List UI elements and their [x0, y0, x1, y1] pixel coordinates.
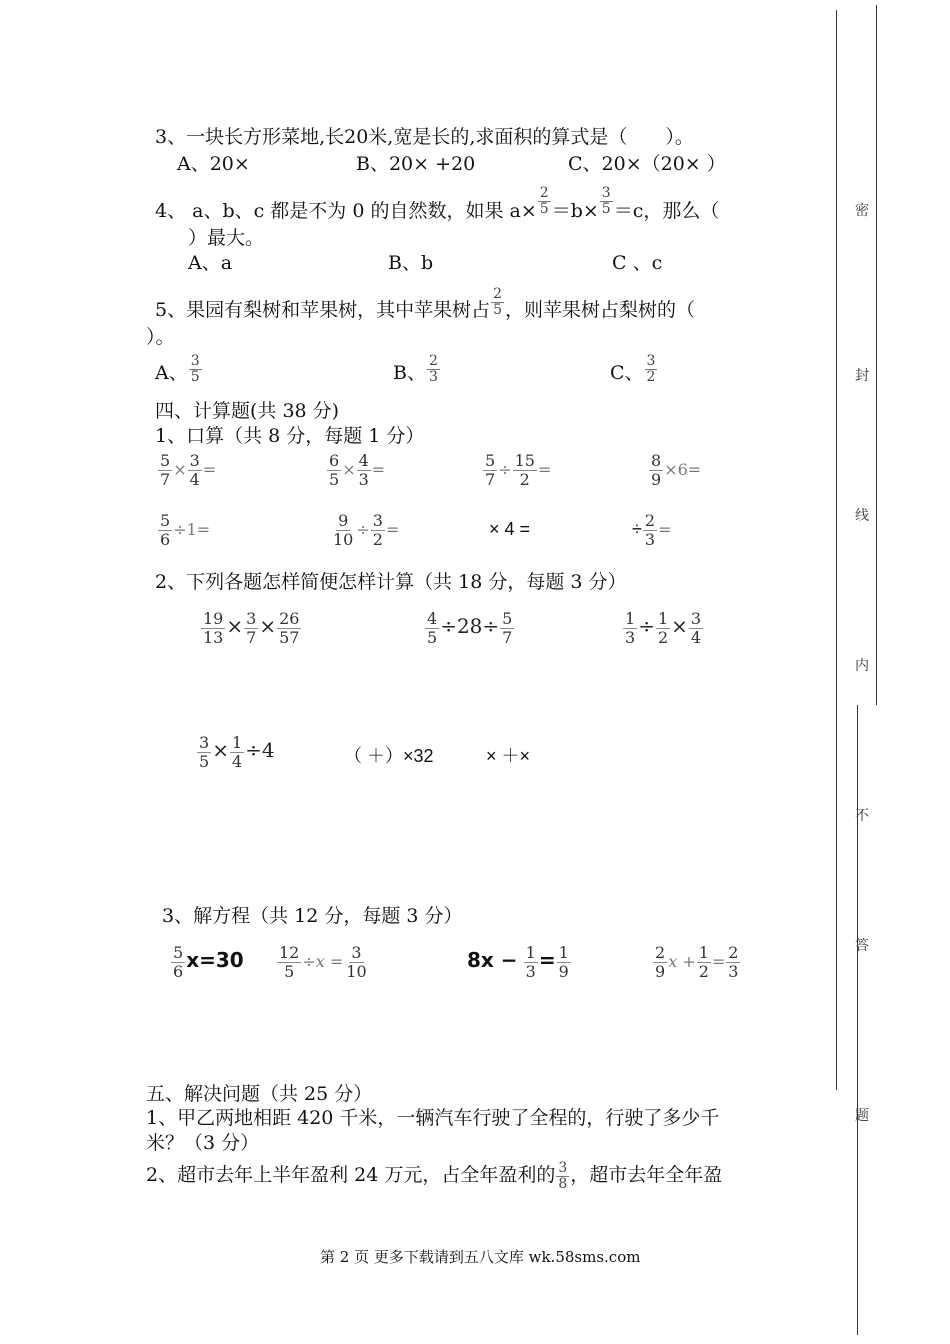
q5-option-b-fraction — [427, 354, 440, 385]
oral-2-frac-b — [357, 452, 371, 489]
q5-option-a — [155, 350, 203, 396]
eq3-den-b: 9 — [558, 962, 569, 981]
q5-option-a-fraction — [189, 354, 202, 385]
oral-2-den-a: 5 — [329, 470, 340, 489]
q5-option-b — [393, 350, 441, 396]
oral-2-frac-a — [327, 452, 341, 489]
eq4-frac-b — [697, 944, 711, 981]
oral-4-tail: ×6= — [664, 460, 702, 479]
q4-option-a: A、a — [188, 252, 233, 274]
s1-num-c: 26 — [279, 609, 300, 628]
oral-8-den: 3 — [644, 530, 656, 549]
binding-line-left — [836, 10, 837, 1090]
oral-item-2 — [326, 452, 385, 489]
oral-item-4 — [648, 452, 701, 489]
s1-den-c: 57 — [279, 628, 300, 647]
q5-b-den: 3 — [428, 369, 438, 385]
oral-2-op: × — [342, 460, 356, 479]
q4-text-2: ＝b× — [551, 200, 599, 222]
s2-num-b: 5 — [502, 609, 513, 628]
s1-num-b: 3 — [246, 609, 257, 628]
oral-item-5 — [157, 512, 210, 549]
equation-4 — [652, 944, 741, 981]
s4-frac-b — [230, 734, 244, 771]
oral-8-lead: ÷ — [632, 519, 642, 539]
binding-line-right-lower — [857, 705, 858, 1335]
problem-2-den: 8 — [558, 1175, 568, 1192]
q3-option-b: B、20× +20 — [356, 153, 476, 175]
problem-2-num: 3 — [558, 1159, 568, 1176]
oral-3-num-a: 5 — [485, 451, 496, 470]
q5-stem — [155, 278, 695, 342]
simplify-expr-6: × ＋× — [486, 746, 531, 766]
oral-6-eq: = — [385, 520, 400, 539]
s1-op1: × — [226, 614, 244, 638]
section4-title: 四、计算题(共 38 分) — [155, 400, 340, 422]
eq4-num-a: 2 — [655, 943, 666, 962]
equation-1 — [170, 944, 244, 981]
s4-tail: ÷4 — [245, 738, 275, 762]
oral-5-den: 6 — [160, 530, 171, 549]
eq2-den-b: 10 — [346, 962, 367, 981]
q5-den: 5 — [493, 302, 503, 318]
eq3-frac-a — [524, 944, 538, 981]
problem-1-line1: 1、甲乙两地相距 420 千米，一辆汽车行驶了全程的，行驶了多少千 — [146, 1107, 720, 1129]
q5-c-den: 2 — [646, 369, 656, 385]
oral-item-1 — [157, 452, 216, 489]
q4-text-3: ＝c，那么（ — [613, 200, 720, 222]
q5-fraction — [491, 287, 504, 318]
eq2-mid: ÷x = — [302, 952, 344, 971]
eq1-den: 6 — [173, 962, 184, 981]
eq3-den-a: 3 — [525, 962, 536, 981]
q4-fraction-1 — [538, 186, 551, 217]
section5-title: 五、解决问题（共 25 分） — [146, 1083, 373, 1105]
s1-den-a: 13 — [203, 628, 224, 647]
oral-3-den-a: 7 — [485, 470, 496, 489]
s2-den-a: 5 — [427, 628, 438, 647]
problem-2-text-a: 2、超市去年上半年盈利 24 万元，占全年盈利的 — [146, 1164, 556, 1186]
oral-2-num-b: 4 — [358, 451, 369, 470]
s1-frac-b — [244, 610, 258, 647]
eq3-frac-b — [557, 944, 571, 981]
q5-option-b-label: B、 — [393, 362, 426, 384]
eq3-lead: 8x − — [467, 948, 518, 972]
s2-den-b: 7 — [502, 628, 513, 647]
oral-5-frac — [158, 512, 172, 549]
seal-char-5: 不 — [855, 808, 869, 824]
s3-frac-c — [689, 610, 703, 647]
eq4-num-c: 2 — [728, 943, 739, 962]
equations-title: 3、解方程（共 12 分，每题 3 分） — [162, 905, 463, 927]
s1-op2: × — [259, 614, 277, 638]
oral-3-num-b: 15 — [514, 451, 535, 470]
oral-title: 1、口算（共 8 分，每题 1 分） — [155, 425, 425, 447]
eq2-num-b: 3 — [351, 943, 362, 962]
q5-option-a-label: A、 — [155, 362, 188, 384]
oral-6-num-a: 9 — [338, 511, 349, 530]
simplify-title: 2、下列各题怎样简便怎样计算（共 18 分，每题 3 分） — [155, 571, 627, 593]
q4-option-b: B、b — [388, 252, 434, 274]
s4-op1: × — [212, 738, 229, 762]
q5-c-num: 3 — [646, 353, 656, 369]
s3-op2: × — [671, 614, 688, 638]
s2-frac-a — [425, 610, 439, 647]
simplify-expr-3 — [622, 610, 704, 647]
eq2-frac-a — [277, 944, 301, 981]
equation-3 — [467, 944, 572, 981]
oral-item-7: × 4 = — [489, 519, 531, 539]
q5-text-2: ，则苹果树占梨树的（ — [505, 299, 696, 321]
s1-num-a: 19 — [203, 609, 224, 628]
oral-item-8 — [632, 512, 671, 549]
eq1-frac — [171, 944, 185, 981]
oral-4-frac — [649, 452, 663, 489]
binding-line-right-upper — [876, 5, 877, 705]
oral-8-eq: = — [658, 520, 672, 539]
page-footer: 第 2 页 更多下载请到五八文库 wk.58sms.com — [320, 1248, 641, 1266]
problem-2-line1 — [146, 1155, 722, 1195]
oral-item-3 — [482, 452, 551, 489]
s2-num-a: 4 — [427, 609, 438, 628]
oral-5-num: 5 — [160, 511, 171, 530]
oral-3-eq: = — [537, 460, 552, 479]
oral-2-den-b: 3 — [358, 470, 369, 489]
oral-6-frac-a — [331, 512, 355, 549]
q4-f1-den: 5 — [539, 201, 549, 217]
oral-1-frac-a — [158, 452, 172, 489]
s3-den-b: 2 — [657, 628, 669, 647]
q4-line2: ）最大。 — [188, 227, 265, 249]
eq4-num-b: 1 — [698, 943, 709, 962]
eq3-num-b: 1 — [558, 943, 569, 962]
q5-b-num: 2 — [428, 353, 438, 369]
eq4-eq: = — [711, 952, 726, 971]
oral-1-num-b: 3 — [189, 451, 200, 470]
q5-num: 2 — [493, 286, 503, 302]
q5-a-den: 5 — [190, 369, 200, 385]
q4-f2-den: 5 — [601, 201, 611, 217]
eq4-mid: x + — [668, 952, 696, 971]
s3-frac-b — [656, 610, 670, 647]
q5-option-c — [610, 350, 658, 396]
seal-char-4: 内 — [855, 658, 869, 674]
oral-1-num-a: 5 — [160, 451, 171, 470]
oral-6-den-a: 10 — [333, 530, 354, 549]
s4-num-b: 1 — [231, 733, 243, 752]
oral-1-frac-b — [188, 452, 202, 489]
eq2-num-a: 12 — [279, 943, 300, 962]
q5-line2: ）。 — [146, 326, 175, 348]
oral-6-den-b: 2 — [372, 530, 383, 549]
oral-1-op: × — [173, 460, 187, 479]
s2-mid: ÷28÷ — [440, 614, 500, 638]
q5-option-c-label: C、 — [610, 362, 644, 384]
s3-den-a: 3 — [625, 628, 636, 647]
s2-frac-b — [500, 610, 514, 647]
oral-2-eq: = — [371, 460, 386, 479]
problem-2-fraction — [556, 1161, 569, 1192]
oral-5-tail: ÷1= — [173, 520, 211, 539]
oral-item-6 — [330, 512, 399, 549]
q4-text-1: 4、 a、b、c 都是不为 0 的自然数，如果 a× — [155, 200, 537, 222]
oral-4-num: 8 — [651, 451, 662, 470]
eq1-num: 5 — [173, 943, 184, 962]
q5-a-num: 3 — [190, 353, 200, 369]
s3-op1: ÷ — [638, 614, 655, 638]
problem-1-line2: 米？（3 分） — [146, 1132, 260, 1154]
oral-6-op: ÷ — [356, 520, 370, 539]
eq4-den-c: 3 — [728, 962, 739, 981]
s4-num-a: 3 — [199, 733, 210, 752]
simplify-expr-1 — [200, 610, 302, 647]
q4-fraction-2 — [600, 186, 613, 217]
oral-3-op: ÷ — [498, 460, 512, 479]
oral-8-frac — [643, 512, 657, 549]
s3-num-c: 3 — [690, 609, 702, 628]
q3-option-c: C、20×（20× ） — [568, 153, 726, 175]
seal-char-1: 密 — [855, 203, 869, 219]
s4-frac-a — [197, 734, 211, 771]
seal-char-7: 题 — [855, 1108, 869, 1124]
eq1-tail: x=30 — [186, 948, 244, 972]
s1-frac-a — [201, 610, 225, 647]
seal-char-3: 线 — [855, 508, 869, 524]
s1-frac-c — [277, 610, 301, 647]
s4-den-a: 5 — [199, 752, 210, 771]
s3-num-a: 1 — [625, 609, 636, 628]
eq2-den-a: 5 — [284, 962, 295, 981]
oral-8-num: 2 — [644, 511, 656, 530]
equation-2 — [276, 944, 370, 981]
oral-6-num-b: 3 — [372, 511, 383, 530]
eq4-den-a: 9 — [655, 962, 666, 981]
q5-text-1: 5、果园有梨树和苹果树，其中苹果树占 — [155, 299, 491, 321]
oral-3-frac-a — [483, 452, 497, 489]
simplify-expr-2 — [424, 610, 515, 647]
oral-3-frac-b — [513, 452, 537, 489]
q4-f2-num: 3 — [601, 185, 611, 201]
s3-num-b: 1 — [657, 609, 669, 628]
q5-option-c-fraction — [645, 354, 658, 385]
simplify-expr-4 — [196, 734, 275, 771]
eq3-mid: = — [538, 948, 556, 972]
eq4-frac-c — [726, 944, 740, 981]
s3-den-c: 4 — [690, 628, 702, 647]
problem-2-text-b: ，超市去年全年盈 — [570, 1164, 723, 1186]
seal-char-2: 封 — [855, 368, 869, 384]
q4-option-c: C 、c — [612, 252, 663, 274]
oral-1-den-b: 4 — [189, 470, 200, 489]
oral-2-num-a: 6 — [329, 451, 340, 470]
simplify-expr-5: （ ＋）×32 — [344, 746, 434, 766]
eq3-num-a: 1 — [525, 943, 536, 962]
s1-den-b: 7 — [246, 628, 257, 647]
oral-1-eq: = — [202, 460, 217, 479]
q3-option-a: A、20× — [177, 153, 250, 175]
q4-f1-num: 2 — [539, 185, 549, 201]
eq2-frac-b — [344, 944, 368, 981]
eq4-den-b: 2 — [698, 962, 709, 981]
oral-3-den-b: 2 — [519, 470, 530, 489]
s3-frac-a — [623, 610, 637, 647]
oral-6-frac-b — [371, 512, 385, 549]
eq4-frac-a — [653, 944, 667, 981]
q3-stem: 3、一块长方形菜地,长20米,宽是长的,求面积的算式是（ ）。 — [155, 126, 694, 148]
s4-den-b: 4 — [231, 752, 243, 771]
oral-1-den-a: 7 — [160, 470, 171, 489]
seal-char-6: 答 — [855, 938, 869, 954]
oral-4-den: 9 — [651, 470, 662, 489]
